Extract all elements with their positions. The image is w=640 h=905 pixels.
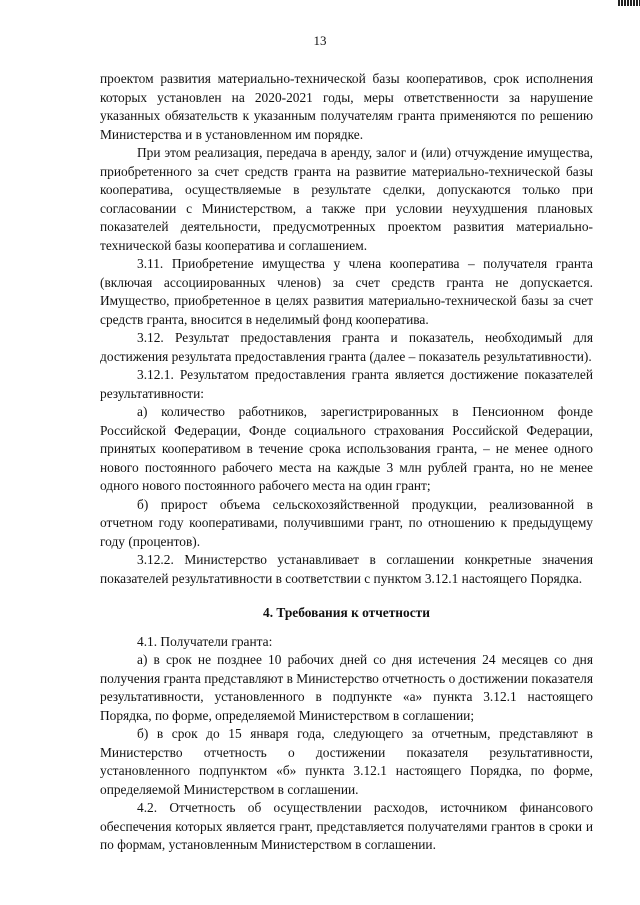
section-heading: 4. Требования к отчетности <box>263 605 430 620</box>
paragraph-3-12-1-a: а) количество работников, зарегистрированных в Пенсионном фонде Российской Федерации, Фонде социального страхования Российской Федерации, принятых кооперативом в течение срока использования гранта, – не менее одного нового постоянного рабочего места на каждые 3 млн рублей гранта, но не менее одного нового постоянного рабочего места на один грант; <box>100 404 593 493</box>
paragraph-3-11: 3.11. Приобретение имущества у члена кооператива – получателя гранта (включая ассоциированных членов) за счет средств гранта не допускается. Имущество, приобретенное в целях развития материально-технической базы за счет средств гранта, вносится в неделимый фонд кооператива. <box>100 256 593 327</box>
paragraph-4-1-b: б) в срок до 15 января года, следующего за отчетным, представляют в Министерство отчетность о достижении показателя результативности, установленного подпунктом «б» пункта 3.12.1 настоящего Порядка, по форме, определяемой Министерством в соглашении. <box>100 726 593 797</box>
paragraph-3-12-1-b: б) прирост объема сельскохозяйственной продукции, реализованной в отчетном году кооперативами, получившими грант, по отношению к предыдущему году (процентов). <box>100 496 593 549</box>
paragraph-3-12-2: 3.12.2. Министерство устанавливает в соглашении конкретные значения показателей результативности в соответствии с пунктом 3.12.1 настоящего Порядка. <box>100 552 593 586</box>
paragraph-property-disposal: При этом реализация, передача в аренду, залог и (или) отчуждение имущества, приобретенного за счет средств гранта на развитие материально-технической базы кооператива, осуществляемые в результате сделки, допускаются только при согласовании с Министерством, а также при условии неухудшения плановых показателей деятельности, предусмотренных проектом развития материально-технической базы кооператива и соглашением. <box>100 145 593 253</box>
document-body <box>100 70 593 855</box>
paragraph-3-12: 3.12. Результат предоставления гранта и показатель, необходимый для достижения результата предоставления гранта (далее – показатель результативности). <box>100 330 593 364</box>
paragraph-4-2: 4.2. Отчетность об осуществлении расходов, источником финансового обеспечения которых является грант, представляется получателями грантов в сроки и по формам, установленным Министерством в соглашении. <box>100 800 593 852</box>
barcode-mark <box>618 0 640 6</box>
paragraph-4-1: 4.1. Получатели гранта: <box>137 633 273 649</box>
paragraph-4-1-a: а) в срок не позднее 10 рабочих дней со дня истечения 24 месяцев со дня получения гранта представляют в Министерство отчетность о достижении показателя результативности, установленного в подпункте «а» пункта 3.12.1 настоящего Порядка, по форме, определяемой Министерством в соглашении; <box>100 652 593 723</box>
paragraph-3-12-1: 3.12.1. Результатом предоставления гранта является достижение показателей результативности: <box>100 367 593 401</box>
page-number: 13 <box>313 33 327 48</box>
paragraph-continuation: проектом развития материально-технической базы кооперативов, срок исполнения которых установлен на 2020-2021 годы, меры ответственности за нарушение указанных обязательств к указанным получателям гранта применяются по решению Министерства и в установленном им порядке. <box>100 71 593 142</box>
